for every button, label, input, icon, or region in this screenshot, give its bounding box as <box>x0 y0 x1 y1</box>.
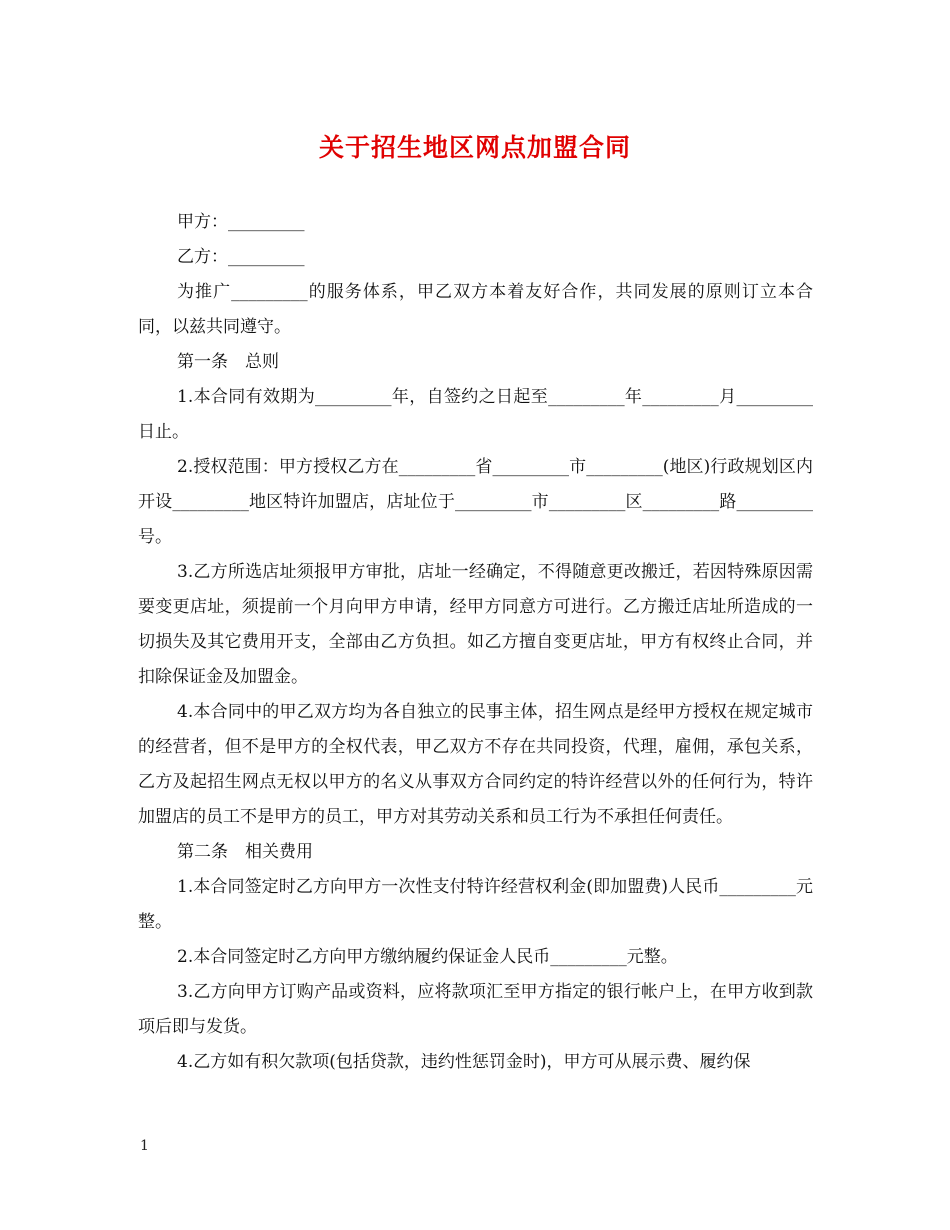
article-2-clause-4: 4.乙方如有积欠款项(包括贷款，违约性惩罚金时)，甲方可从展示费、履约保 <box>177 1052 751 1072</box>
page-number: 1 <box>140 1138 149 1154</box>
party-a-line: 甲方：_________ <box>177 212 305 232</box>
intro-paragraph: 为推广_________的服务体系，甲乙双方本着友好合作，共同发展的原则订立本合同，以兹共同遵守。 <box>138 282 813 337</box>
article-1-clause-2: 2.授权范围：甲方授权乙方在_________省_________市_________(地区)行政规划区内开设_________地区特许加盟店，店址位于_________市_________区_________路_________号。 <box>138 457 813 547</box>
article-1-clause-3: 3.乙方所选店址须报甲方审批，店址一经确定，不得随意更改搬迁，若因特殊原因需要变更店址，须提前一个月向甲方申请，经甲方同意方可进行。乙方搬迁店址所造成的一切损失及其它费用开支，全部由乙方负担。如乙方擅自变更店址，甲方有权终止合同，并扣除保证金及加盟金。 <box>138 562 813 687</box>
party-b-line: 乙方：_________ <box>177 247 305 267</box>
article-1-clause-4: 4.本合同中的甲乙双方均为各自独立的民事主体，招生网点是经甲方授权在规定城市的经营者，但不是甲方的全权代表，甲乙双方不存在共同投资，代理，雇佣，承包关系，乙方及起招生网点无权以甲方的名义从事双方合同约定的特许经营以外的任何行为，特许加盟店的员工不是甲方的员工，甲方对其劳动关系和员工行为不承担任何责任。 <box>138 702 813 827</box>
article-2-clause-2: 2.本合同签定时乙方向甲方缴纳履约保证金人民币_________元整。 <box>177 947 678 967</box>
article-2-heading: 第二条 相关费用 <box>177 842 313 862</box>
article-1-heading: 第一条 总则 <box>177 352 279 372</box>
document-body <box>138 205 813 1080</box>
document-title: 关于招生地区网点加盟合同 <box>318 133 631 162</box>
article-1-clause-1: 1.本合同有效期为_________年，自签约之日起至_________年_________月_________日止。 <box>138 387 813 442</box>
article-2-clause-3: 3.乙方向甲方订购产品或资料，应将款项汇至甲方指定的银行帐户上，在甲方收到款项后即与发货。 <box>138 982 813 1037</box>
article-2-clause-1: 1.本合同签定时乙方向甲方一次性支付特许经营权利金(即加盟费)人民币_________元整。 <box>138 877 813 932</box>
